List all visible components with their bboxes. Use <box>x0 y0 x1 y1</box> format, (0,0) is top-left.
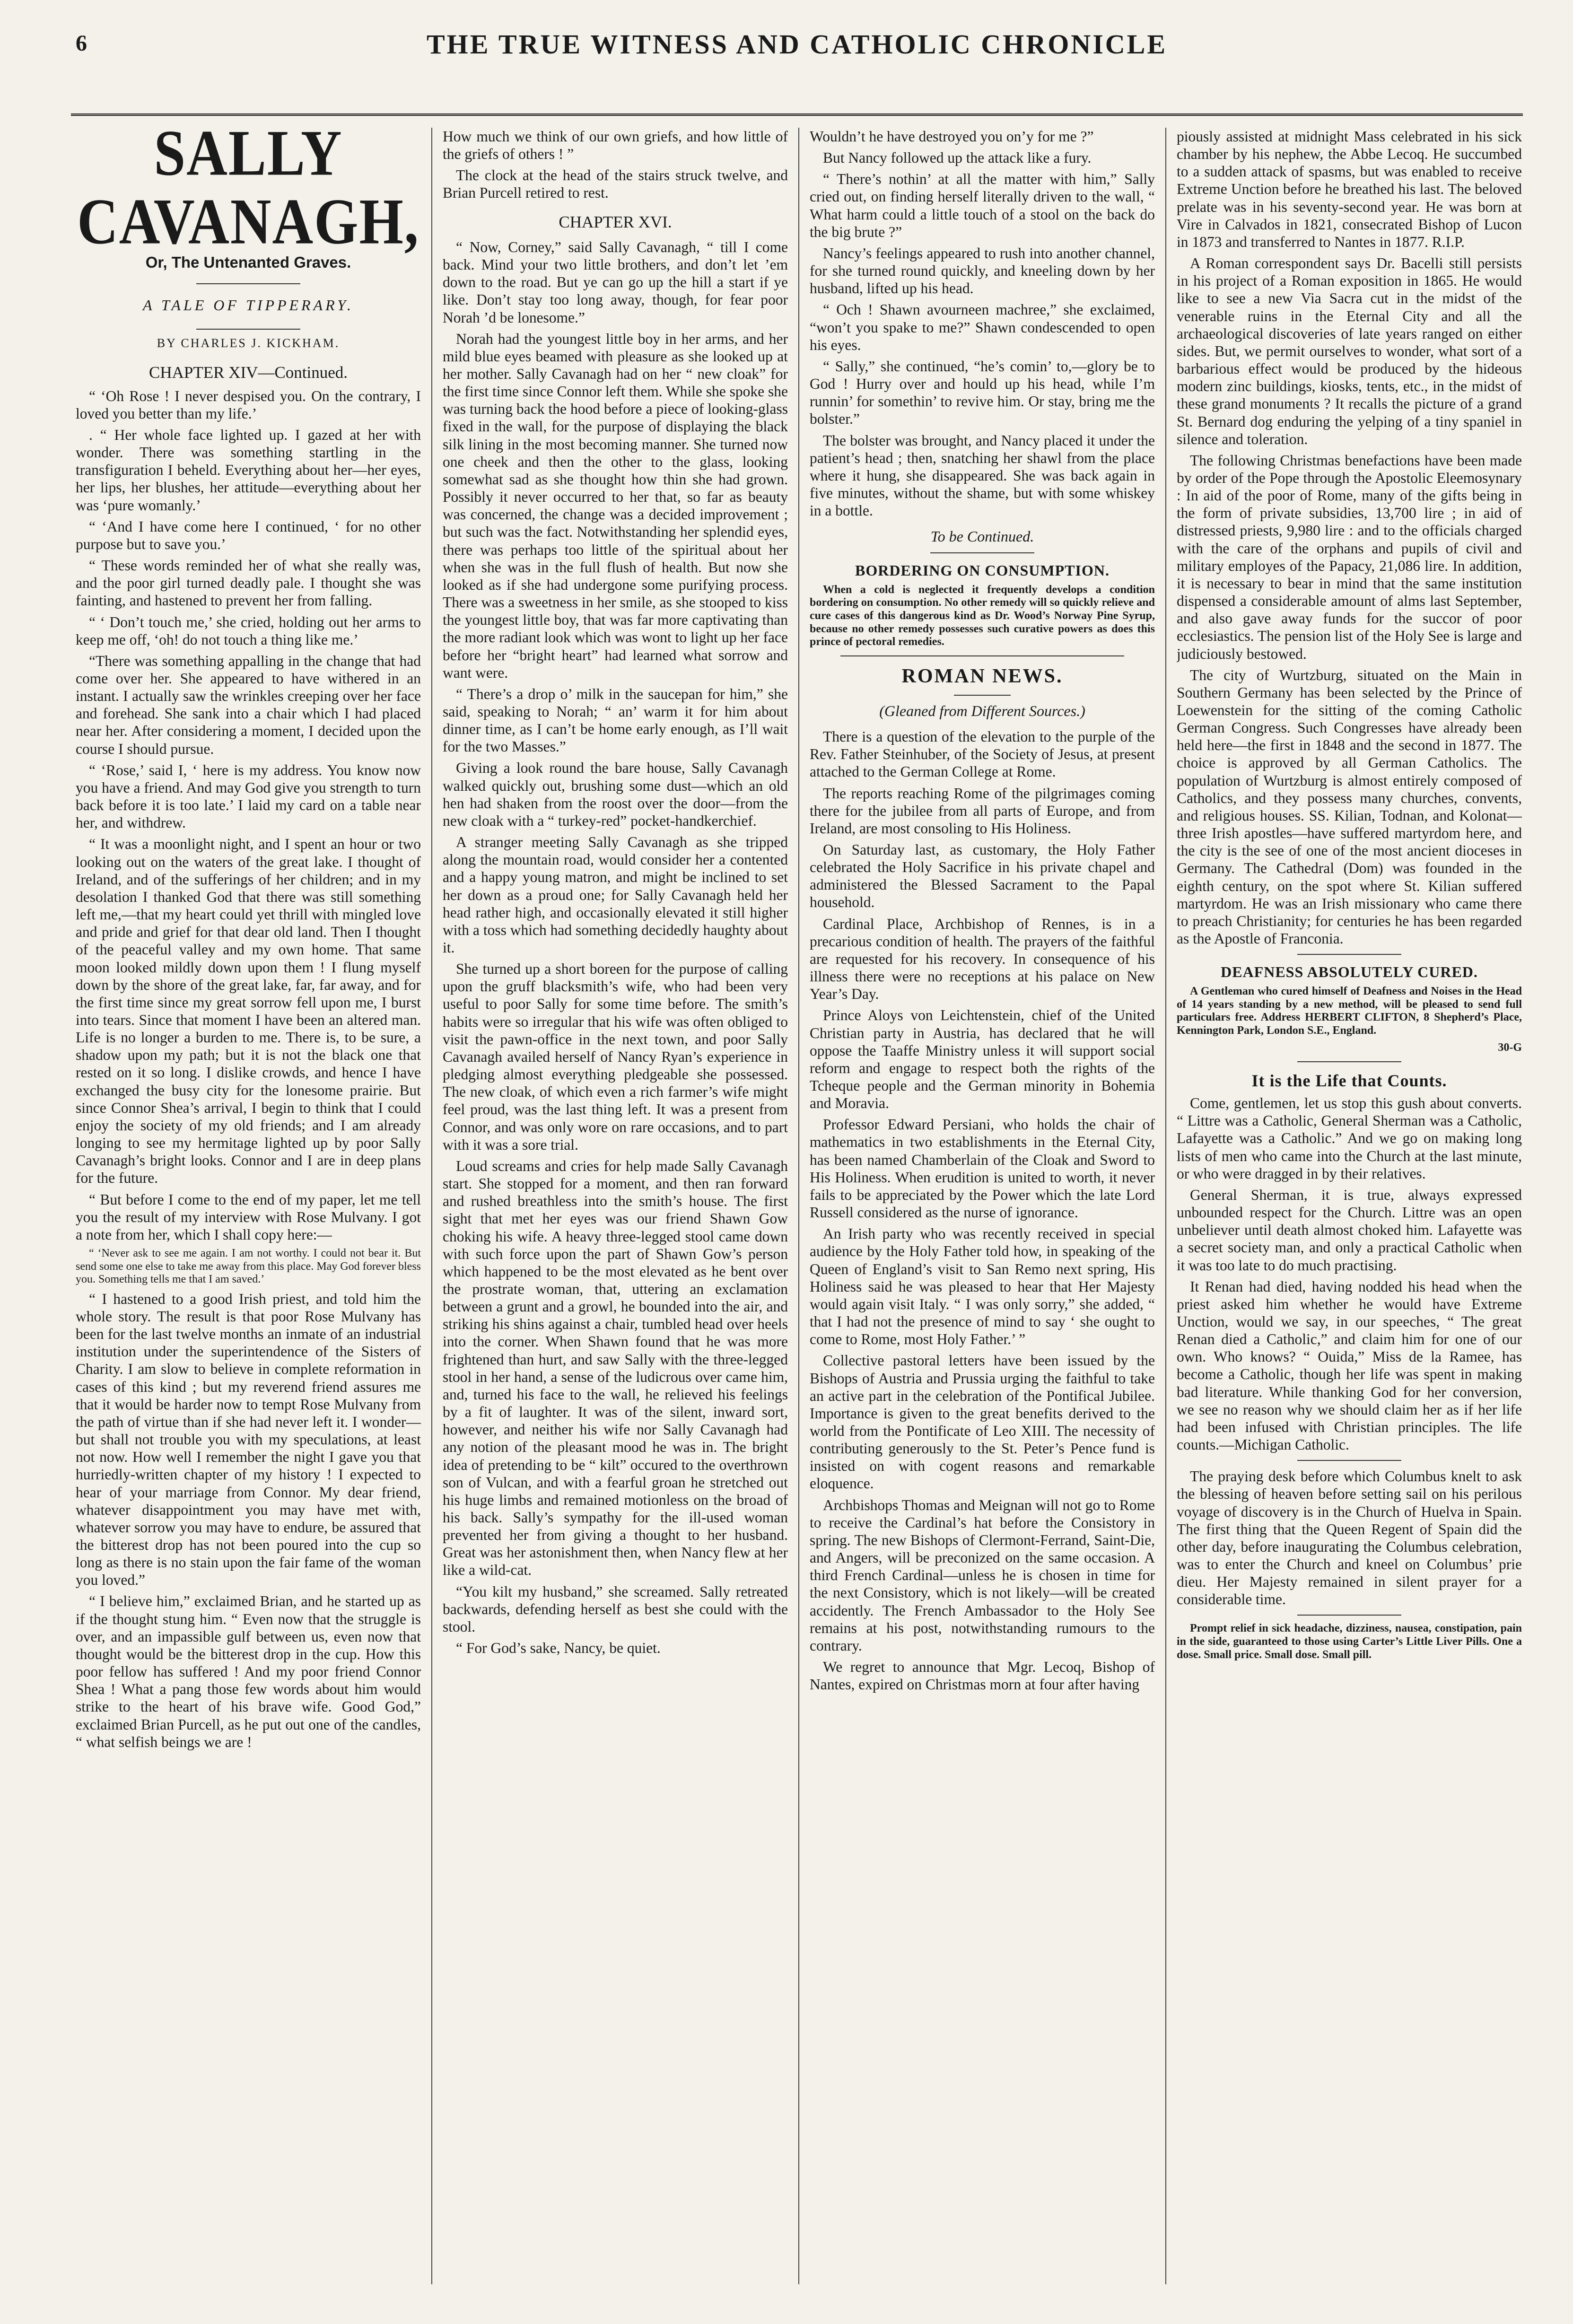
story-paragraph: A stranger meeting Sally Cavanagh as she tripped along the mountain road, would consider her a contented and a happy young matron, and might be inclined to set her down as a proud one; for Sally Cavanagh held her head rather high, and occasionally elevated it still higher with a toss which had something decidedly haughty about it. <box>443 834 788 956</box>
story-subtitle: Or, The Untenanted Graves. <box>145 253 351 271</box>
divider <box>1297 954 1401 955</box>
story-paragraph: “ I hastened to a good Irish priest, and told him the whole story. The result is that poor Rose Mulvany has been for the last twelve months an inmate of an industrial institution under the superintendence of the Sisters of Charity. I am slow to believe in complete reformation in cases of this kind ; but my reverend friend assures me that it would be harder now to tempt Rose Mulvany from the path of virtue than if she had never left it. I wonder—but shall not trouble you with my speculations, at least not now. How well I remember the night I gave you that hurriedly-written chapter of my history ! I expected to hear of your marriage from Connor. My dear friend, whatever disappointment you may have met with, whatever sorrow you may have to endure, be assured that the bitterest drop has not been poured into the cup so long as there is no stain upon the fair fame of the woman you loved.” <box>76 1290 421 1589</box>
column-1 <box>76 128 421 2284</box>
story-paragraph: Giving a look round the bare house, Sally Cavanagh walked quickly out, brushing some dust—which an old hen had shaken from the roost over the door—from the new cloak with a “ turkey-red” pocket-handkerchief. <box>443 760 788 829</box>
news-paragraph: Prince Aloys von Leichtenstein, chief of the United Christian party in Austria, has declared that he will oppose the Taaffe Ministry unless it will support social reform and engage to respect both the rights of the Tcheque people and the German minority in Bohemia and Moravia. <box>810 1007 1155 1112</box>
divider <box>1297 1061 1401 1062</box>
story-paragraph: Norah had the youngest little boy in her arms, and her mild blue eyes beamed with pleasure as she looked up at her mother. Sally Cavanagh had on her “ new cloak” for the first time since Connor left them. While she spoke she was turning back the hood before a piece of looking-glass fixed in the wall, for the purpose of displaying the black silk lining in the most becoming manner. She turned now one cheek and then the other to the glass, looking somewhat sad as she thought how thin she had grown. Possibly it never occurred to her that, so far as beauty was concerned, the change was a decided improvement ; but such was the fact. Notwithstanding her splendid eyes, there was perhaps too little of the spiritual about her when she was in the full flush of health. But now she looked as if she had undergone some purifying process. There was a sweetness in her smile, as she stooped to kiss the youngest little boy, that was far more captivating than the more radiant look which was wont to light up her face before her “bright heart” had learned what sorrow and want were. <box>443 330 788 681</box>
news-paragraph: The city of Wurtzburg, situated on the Main in Southern Germany has been selected by the Prince of Loewenstein for the sitting of the coming Catholic German Congress. Such Congresses have already been held here—the first in 1848 and the second in 1877. The choice is approved by all German Catholics. The population of Wurtzburg is almost entirely composed of Catholics, and they possess many churches, convents, and religious houses. SS. Kilian, Todnan, and Kolonat—three Irish apostles—have suffered martyrdom here, and the city is the see of one of the most ancient dioceses in Germany. The Cathedral (Dom) was founded in the eighth century, on the spot where St. Kilian suffered martyrdom. He was an Irish missionary who came there to preach Christianity; for centuries he has been regarded as the Apostle of Franconia. <box>1177 666 1522 947</box>
news-paragraph: We regret to announce that Mgr. Lecoq, Bishop of Nantes, expired on Christmas morn at four after having <box>810 1659 1155 1693</box>
column-2 <box>443 128 788 2284</box>
divider <box>954 695 1011 696</box>
roman-news-source: (Gleaned from Different Sources.) <box>879 702 1085 720</box>
story-paragraph: “ For God’s sake, Nancy, be quiet. <box>456 1640 661 1657</box>
news-paragraph: The reports reaching Rome of the pilgrimages coming there for the jubilee from all parts of Europe, and from Ireland, are most consoling to His Holiness. <box>810 785 1155 837</box>
story-paragraph: “ Now, Corney,” said Sally Cavanagh, “ till I come back. Mind your two little brothers, and don’t let ’em down to the road. But ye can go up the hill a start if ye like. Don’t stay too long away, though, for fear poor Norah ’d be lonesome.” <box>443 238 788 326</box>
story-tale: A TALE OF TIPPERARY. <box>143 296 354 314</box>
column-rule <box>1165 128 1166 2284</box>
bordering-heading: BORDERING ON CONSUMPTION. <box>855 562 1110 579</box>
news-paragraph: An Irish party who was recently received in special audience by the Holy Father told how, in speaking of the Queen of England’s visit to San Remo next spring, His Holiness said he was pleased to hear that Her Majesty would again visit Italy. “ I was only sorry,” she added, “ that I had not the presence of mind to say ‘ she ought to come to Rome, most Holy Father.’ ” <box>810 1225 1155 1348</box>
header-rule <box>71 114 1523 116</box>
story-paragraph: . “ Her whole face lighted up. I gazed at her with wonder. There was something startling in the transfiguration I beheld. Everything about her—her eyes, her lips, her blushes, her attitude—everything about her was ‘pure womanly.’ <box>76 426 421 514</box>
story-paragraph: “ ‘And I have come here I continued, ‘ for no other purpose but to save you.’ <box>76 518 421 552</box>
deafness-code: 30-G <box>1498 1041 1522 1054</box>
news-paragraph: Come, gentlemen, let us stop this gush about converts. “ Littre was a Catholic, General Sherman was a Catholic, Lafayette was a Catholic.” And we go on making long lists of men who came into the Church at the last minute, or who were dragged in by their relatives. <box>1177 1095 1522 1182</box>
story-paragraph: The bolster was brought, and Nancy placed it under the patient’s head ; then, snatching her shawl from the place where it hung, she disappeared. She was back again in five minutes, without the shame, but with some whiskey in a bottle. <box>810 432 1155 519</box>
story-paragraph: How much we think of our own griefs, and how little of the griefs of others ! ” <box>443 128 788 163</box>
news-paragraph: Archbishops Thomas and Meignan will not go to Rome to receive the Cardinal’s hat before the Consistory in spring. The new Bishops of Clermont-Ferrand, Saint-Die, and Angers, will be preconized on the same occasion. A third French Cardinal—unless he is chosen in time for the next Consistory, which is not likely—will be created accidently. The French Ambassador to the Holy See remains at his post, notwithstanding rumours to the contrary. <box>810 1496 1155 1654</box>
news-paragraph: A Roman correspondent says Dr. Bacelli still persists in his project of a Roman exposition in 1865. He would like to see a new Via Sacra cut in the midst of the venerable ruins in the Eternal City and all the archaeological discoveries of late years ranged on either sides. But, we permit ourselves to wonder, what sort of a barbarious effect would be produced by the hideous modern zinc buildings, kiosks, tents, etc., in the midst of these grand monuments ? It recalls the picture of a grand St. Bernard dog enduring the yelping of a tiny spaniel in silence and toleration. <box>1177 255 1522 447</box>
column-3 <box>810 128 1155 2284</box>
story-paragraph: Wouldn’t he have destroyed you on’y for me ?” <box>810 128 1094 145</box>
story-paragraph: “ Sally,” she continued, “he’s comin’ to,—glory be to God ! Hurry over and hould up his head, while I’m runnin’ for somethin’ to revive him. Or stay, bring me the bolster.” <box>810 358 1155 428</box>
chapter-heading: CHAPTER XVI. <box>559 212 672 231</box>
column-4 <box>1177 128 1522 2284</box>
story-paragraph: “ It was a moonlight night, and I spent an hour or two looking out on the waters of the great lake. I thought of Ireland, and of the sufferings of her children; and in my desolation I thanked God that there was still something left me,—that my heart could yet thrill with mingled love and pride and grief for that dear old land. Then I thought of the peaceful valley and my own home. That same moon looked mildly down upon them ! I flung myself down by the shore of the great lake, far, far away, and for the first time since my great sorrow fell upon me, I burst into tears. Since that moment I have been an altered man. Life is no longer a burden to me. There is, to be sure, a shadow upon my path; but it is not the black one that rested on it so long. I dislike crowds, and hence I have exchanged the busy city for the lonesome prairie. But since Connor Shea’s arrival, I begin to think that I could enjoy the society of my old friends; and I am already longing to see my hermitage lighted up by poor Sally Cavanagh’s bright looks. Connor and I are in deep plans for the future. <box>76 836 421 1187</box>
news-paragraph: piously assisted at midnight Mass celebrated in his sick chamber by his nephew, the Abbe Lecoq. He succumbed to a sudden attack of spasms, but was enabled to receive Extreme Unction before he breathed his last. The beloved prelate was in his seventy-second year. He was born at Vire in Calvados in 1821, consecrated Bishop of Lucon in 1873 and transferred to Nantes in 1877. R.I.P. <box>1177 128 1522 250</box>
story-paragraph: “ I believe him,” exclaimed Brian, and he started up as if the thought stung him. “ Even now that the struggle is over, and an impassible gulf between us, even now that thought would be the bitterest drop in the cup. How this poor fellow has suffered ! And my poor friend Connor Shea ! What a pang those few words about him would strike to the heart of his brave wife. Good God,” exclaimed Brian Purcell, as he put out one of the candles, “ what selfish beings we are ! <box>76 1593 421 1750</box>
pills-advert: Prompt relief in sick headache, dizziness, nausea, constipation, pain in the side, guaranteed to those using Carter’s Little Liver Pills. One a dose. Small price. Small dose. Small pill. <box>1177 1622 1522 1661</box>
deafness-text: A Gentleman who cured himself of Deafness and Noises in the Head of 14 years standing by a new method, will be pleased to send full particulars free. Address HERBERT CLIFTON, 8 Shepherd’s Place, Kennington Park, London S.E., England. <box>1177 985 1522 1037</box>
story-byline: BY CHARLES J. KICKHAM. <box>157 336 340 350</box>
story-title: SALLY CAVANAGH, <box>77 128 419 258</box>
page-number: 6 <box>76 31 87 56</box>
story-paragraph: “There was something appalling in the change that had come over her. She appeared to have withered in an instant. I actually saw the wrinkles creeping over her face and forehead. She sank into a chair which I had placed near her. After considering a moment, I decided upon the course I should pursue. <box>76 652 421 757</box>
news-paragraph: On Saturday last, as customary, the Holy Father celebrated the Holy Sacrifice in his private chapel and administered the Blessed Sacrament to the Papal household. <box>810 841 1155 911</box>
counts-heading: It is the Life that Counts. <box>1251 1071 1447 1090</box>
story-paragraph: “ These words reminded her of what she really was, and the poor girl turned deadly pale. I thought she was fainting, and hastened to prevent her from falling. <box>76 557 421 609</box>
story-paragraph: “ ‘Oh Rose ! I never despised you. On the contrary, I loved you better than my life.’ <box>76 387 421 422</box>
roman-news-heading: ROMAN NEWS. <box>901 665 1063 687</box>
news-paragraph: Cardinal Place, Archbishop of Rennes, is in a precarious condition of health. The prayers of the faithful are requested for his recovery. In consequence of his illness there were no receptions at his palace on New Year’s Day. <box>810 915 1155 1003</box>
divider <box>196 283 300 284</box>
story-paragraph: Nancy’s feelings appeared to rush into another channel, for she turned round quickly, and kneeling down by her husband, lifted up his head. <box>810 245 1155 297</box>
story-paragraph: “ Och ! Shawn avourneen machree,” she exclaimed, “won’t you spake to me?” Shawn condescended to open his eyes. <box>810 301 1155 353</box>
news-paragraph: The following Christmas benefactions have been made by order of the Pope through the Apostolic Eleemosynary : In aid of the poor of Rome, many of the gifts being in the form of private subsidies, 13,700 lire ; in aid of distressed priests, 9,980 lire : and to the officials charged with the care of the orphans and pupils of civil and military employes of the Papacy, 21,086 lire. In addition, it is necessary to bear in mind that the same institution dispensed a considerable amount of alms last September, and also gave away funds for the succor of poor ecclesiastics. The pension list of the Holy See is large and judiciously bestowed. <box>1177 452 1522 662</box>
column-rule <box>431 128 432 2284</box>
chapter-heading: CHAPTER XIV—Continued. <box>149 363 348 382</box>
page-header <box>71 14 1523 71</box>
masthead: THE TRUE WITNESS AND CATHOLIC CHRONICLE <box>426 29 1168 60</box>
deafness-heading: DEAFNESS ABSOLUTELY CURED. <box>1221 963 1478 981</box>
news-paragraph: General Sherman, it is true, always expressed unbounded respect for the Church. Littre was an open unbeliever until death almost choked him. Lafayette was a secret society man, and only a practical Catholic when it was too late to do much practising. <box>1177 1186 1522 1274</box>
story-paragraph: “ ‘ Don’t touch me,’ she cried, holding out her arms to keep me off, ‘oh! do not touch a thing like me.’ <box>76 613 421 648</box>
column-rule <box>798 128 799 2284</box>
news-paragraph: It Renan had died, having nodded his head when the priest asked him whether he would have Extreme Unction, would we say, in our speeches, “ The great Renan died a Catholic,” and claim him for one of our own. Who knows? “ Ouida,” Miss de la Ramee, has become a Catholic, though her life was spent in making bad literature. While thanking God for her conversion, we see no reason why we should claim her as if her life had been infused with Christian principles. The life counts.—Michigan Catholic. <box>1177 1278 1522 1453</box>
story-paragraph: Loud screams and cries for help made Sally Cavanagh start. She stopped for a moment, and then ran forward and rushed breathless into the smith’s house. The first sight that met her eyes was our friend Shawn Gow choking his wife. A heavy three-legged stool came down with such force upon the part of Shawn Gow’s person which happened to be the most elevated as he bent over the prostrate woman, that, uttering an exclamation between a grunt and a growl, he bounded into the air, and striking his shins against a chair, tumbled head over heels into the corner. When Shawn found that he was more frightened than hurt, and saw Sally with the three-legged stool in her hand, a sense of the ludicrous over came him, and, turned his face to the wall, he relieved his feelings by a fit of laughter. It was of the silent, inward sort, however, and neither his wife nor Sally Cavanagh had any notion of the pleasant mood he was in. The bright idea of pretending to be “ kilt” occured to the overthrown son of Vulcan, and with a fearful groan he stretched out his huge limbs and remained motionless on the broad of his back. Sally’s sympathy for the ill-used woman prevented her from giving a thought to her husband. Great was her astonishment then, when Nancy flew at her like a wild-cat. <box>443 1157 788 1579</box>
story-paragraph: “ There’s nothin’ at all the matter with him,” Sally cried out, on finding herself literally driven to the wall, “ What harm could a little touch of a stool on the back do the big brute ?” <box>810 171 1155 240</box>
news-paragraph: Professor Edward Persiani, who holds the chair of mathematics in two establishments in the Eternal City, has been named Chamberlain of the Cloak and Sword to His Holiness. When erudition is united to worth, it never fails to be appreciated by the Power which the late Lord Russell considered as the nurse of ignorance. <box>810 1116 1155 1221</box>
news-paragraph: There is a question of the elevation to the purple of the Rev. Father Steinhuber, of the Society of Jesus, at present attached to the German College at Rome. <box>810 728 1155 780</box>
letter-quote: “ ‘Never ask to see me again. I am not worthy. I could not bear it. But send some one else to take me away from this place. May God forever bless you. Something tells me that I am saved.’ <box>76 1247 421 1286</box>
story-paragraph: “ There’s a drop o’ milk in the saucepan for him,” she said, speaking to Norah; “ an’ warm it for him about dinner time, as I can’t be home early enough, as I’ll wait for the two Masses.” <box>443 685 788 755</box>
story-paragraph: The clock at the head of the stairs struck twelve, and Brian Purcell retired to rest. <box>443 167 788 201</box>
story-paragraph: But Nancy followed up the attack like a fury. <box>823 149 1092 166</box>
divider <box>196 329 300 330</box>
news-paragraph: Collective pastoral letters have been issued by the Bishops of Austria and Prussia urging the faithful to take an active part in the celebration of the Pontifical Jubilee. Importance is given to the great benefits derived to the world from the Pontificate of Leo XIII. The necessity of contributing generously to the St. Peter’s Pence fund is insisted on with cogent reasons and remarkable eloquence. <box>810 1352 1155 1492</box>
divider <box>840 655 1124 656</box>
story-paragraph: “ ‘Rose,’ said I, ‘ here is my address. You know now you have a friend. And may God give you strength to turn back before it is too late.’ I laid my card on a table near her, and withdrew. <box>76 761 421 831</box>
news-paragraph: The praying desk before which Columbus knelt to ask the blessing of heaven before setting sail on his perilous voyage of discovery is in the Church of Huelva in Spain. The first thing that the Queen Regent of Spain did the other day, before inaugurating the Columbus celebration, was to enter the Church and kneel on Columbus’ prie dieu. Her Majesty remained in silent prayer for a considerable time. <box>1177 1468 1522 1608</box>
divider <box>1297 1615 1401 1616</box>
story-paragraph: “You kilt my husband,” she screamed. Sally retreated backwards, defending herself as best she could with the stool. <box>443 1583 788 1635</box>
divider <box>930 552 1034 553</box>
story-paragraph: She turned up a short boreen for the purpose of calling upon the gruff blacksmith’s wife, who had been very useful to poor Sally for some time before. The smith’s habits were so irregular that his wife was often obliged to visit the pawn-office in the next town, and poor Sally Cavanagh availed herself of Nancy Ryan’s experience in pledging almost everything pledgeable she possessed. The new cloak, of which even a rich farmer’s wife might feel proud, was the last thing left. It was a present from Connor, and was only wore on rare occasions, and to part with it was a sore trial. <box>443 961 788 1153</box>
divider <box>1297 1460 1401 1461</box>
bordering-text: When a cold is neglected it frequently develops a condition bordering on consumption. No other remedy will so quickly relieve and cure cases of this dangerous kind as Dr. Wood’s Norway Pine Syrup, because no other remedy possesses such curative powers as does this prince of pectoral remedies. <box>810 583 1155 648</box>
story-paragraph: “ But before I come to the end of my paper, let me tell you the result of my interview with Rose Mulvany. I got a note from her, which I shall copy here:— <box>76 1191 421 1243</box>
to-be-continued: To be Continued. <box>930 528 1034 545</box>
